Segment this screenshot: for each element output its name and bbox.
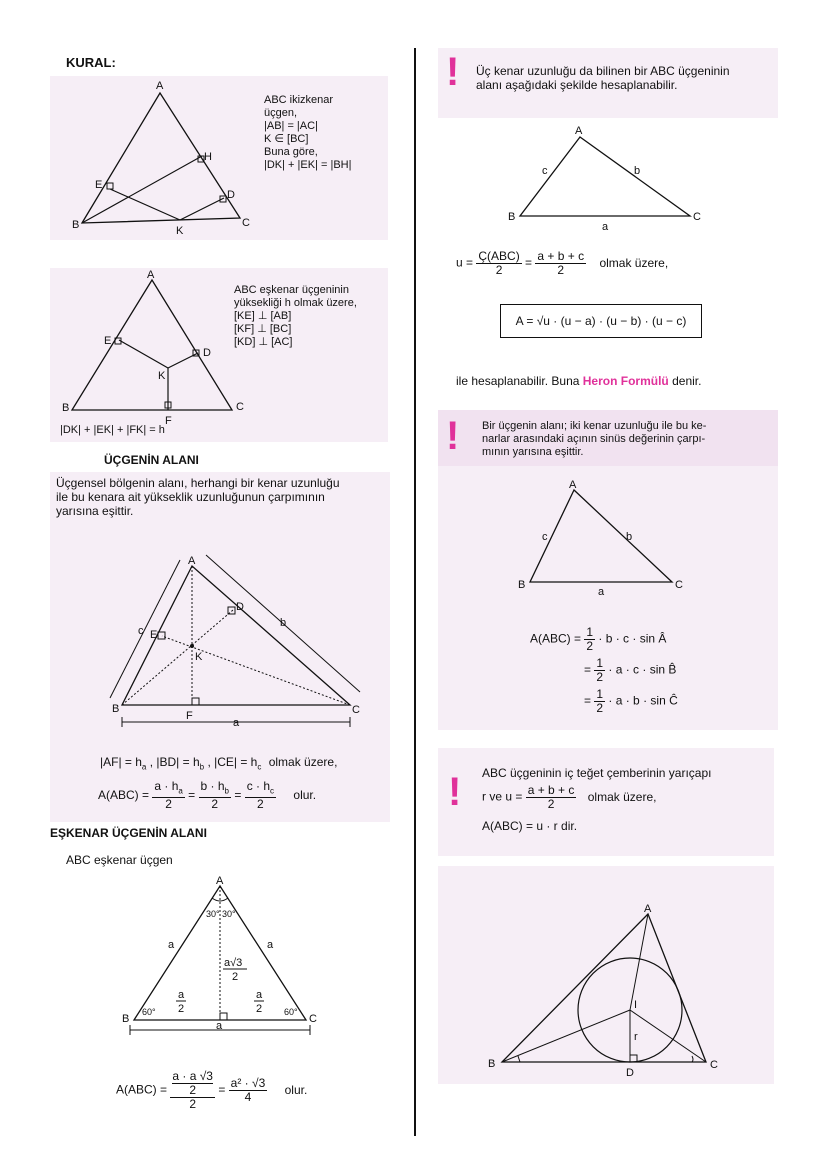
vertex-label: C — [309, 1013, 317, 1025]
side-label: a — [216, 1020, 223, 1032]
area-formula: A(ABC) = $\frac{a \cdot h_a}{2}$ = $\frac{b \cdot h_b}{2}$ = $\frac{c \cdot h_c}{2}$ olur. — [98, 779, 317, 812]
vertex-label: A — [188, 555, 196, 567]
rule-box-isosceles — [50, 76, 388, 240]
side-label: c — [542, 531, 548, 543]
side-label: b — [280, 617, 287, 629]
vertex-label: A — [156, 80, 164, 92]
vertex-label: A — [644, 903, 652, 915]
area-definition: Üçgensel bölgenin alanı, herhangi bir kenar uzunluğu ile bu kenara ait yükseklik uzunluğunun çarpımının yarısına eşittir. — [56, 476, 340, 518]
vertex-label: D — [236, 601, 244, 613]
sine-triangle-figure — [508, 478, 708, 598]
side-label: b — [626, 531, 633, 543]
vertex-label: A — [569, 479, 577, 491]
note3-text: ABC üçgeninin iç teğet çemberinin yarıçapı r ve u = $\frac{a + b + c}{2}$ olmak üzere, A(ABC) = u · r dir. — [482, 766, 712, 833]
note2-text: Bir üçgenin alanı; iki kenar uzunluğu ile bu ke- narlar arasındaki açının sinüs değerinin çarpı- mının yarısına eşittir. — [482, 420, 707, 458]
rule-box-equilateral — [50, 268, 388, 442]
exclamation-icon: ! — [448, 770, 462, 814]
incenter-label: I — [634, 999, 638, 1011]
vertex-label: D — [626, 1067, 634, 1079]
box2-text: ABC eşkenar üçgeninin yüksekliği h olmak üzere, [KE] ⊥ [AB] [KF] ⊥ [BC] [KD] ⊥ [AC] — [234, 284, 357, 348]
vertex-label: F — [165, 415, 172, 427]
vertex-label: D — [203, 347, 211, 359]
height-numerator: a√3 — [224, 957, 243, 969]
vertex-label: A — [216, 875, 224, 887]
vertex-label: C — [675, 579, 683, 591]
vertex-label: H — [204, 151, 212, 163]
sine-area-formula: A(ABC) = $\frac{1}{2}$ · b · c · sin Â = $\frac{1}{2}$ · a · c · sin B̂ = $\frac{1}{2}$ · a · b · sin Ĉ — [530, 625, 678, 715]
angle-label: 30° — [206, 909, 220, 919]
column-divider — [414, 48, 416, 1136]
vertex-label: D — [227, 189, 235, 201]
semiperimeter-formula: u = $\frac{\text{Ç(ABC)}}{2}$ = $\frac{a + b + c}{2}$ olmak üzere, — [456, 249, 669, 277]
vertex-label: B — [62, 402, 70, 414]
equilateral-area-formula: A(ABC) = a · a √3 2 2 = $\frac{\text{a² · √3}}{4}$ olur. — [116, 1069, 308, 1111]
radius-label: r — [634, 1031, 638, 1043]
side-label: c — [138, 625, 144, 637]
incircle-triangle-figure — [480, 900, 730, 1080]
half-side-label: 2 — [178, 1003, 185, 1015]
vertex-label: C — [710, 1059, 718, 1071]
vertex-label: K — [176, 225, 184, 237]
triangle-heights-figure — [100, 550, 370, 730]
heron-formula-box: A = √u · (u − a) · (u − b) · (u − c) — [500, 304, 702, 338]
vertex-label: B — [122, 1013, 130, 1025]
box1-text: ABC ikizkenar üçgen, |AB| = |AC| K ∈ [BC] Buna göre, |DK| + |EK| = |BH| — [264, 94, 352, 171]
angle-label: 60° — [284, 1007, 298, 1017]
vertex-label: E — [95, 179, 103, 191]
vertex-label: K — [158, 370, 166, 382]
heron-conclusion: ile hesaplanabilir. Buna Heron Formülü denir. — [456, 374, 702, 388]
side-label: a — [267, 939, 274, 951]
vertex-label: B — [518, 579, 526, 591]
note1-text: Üç kenar uzunluğu da bilinen bir ABC üçgeninin alanı aşağıdaki şekilde hesaplanabilir. — [476, 64, 730, 92]
height-denominator: 2 — [232, 971, 239, 983]
side-label: c — [542, 165, 548, 177]
vertex-label: F — [186, 710, 193, 722]
rule-heading: KURAL: — [66, 55, 116, 70]
vertex-label: B — [112, 703, 120, 715]
vertex-label: K — [195, 651, 203, 663]
half-side-label: a — [256, 989, 263, 1001]
exclamation-icon: ! — [446, 50, 460, 94]
vertex-label: C — [236, 401, 244, 413]
vertex-label: A — [147, 269, 155, 281]
vertex-label: E — [104, 335, 112, 347]
vertex-label: C — [693, 211, 701, 223]
exclamation-icon: ! — [446, 414, 460, 458]
angle-label: 60° — [142, 1007, 156, 1017]
heron-triangle-figure — [498, 122, 718, 232]
angle-label: 30° — [222, 909, 236, 919]
side-label: b — [634, 165, 641, 177]
vertex-label: E — [150, 629, 158, 641]
side-label: a — [602, 221, 609, 232]
heights-definition: $|AF| = h_a$ , $|BD| = h_b$ , $|CE| = h_c$ olmak üzere, — [100, 755, 338, 772]
vertex-label: B — [72, 219, 80, 231]
vertex-label: B — [508, 211, 516, 223]
equilateral-height-figure — [112, 872, 332, 1042]
equilateral-heading: EŞKENAR ÜÇGENİN ALANI — [50, 826, 207, 840]
half-side-label: 2 — [256, 1003, 263, 1015]
side-label: a — [233, 717, 240, 729]
half-side-label: a — [178, 989, 185, 1001]
vertex-label: A — [575, 125, 583, 137]
box2-result: |DK| + |EK| + |FK| = h — [60, 424, 165, 436]
equilateral-caption: ABC eşkenar üçgen — [66, 853, 173, 867]
area-heading: ÜÇGENİN ALANI — [104, 453, 199, 467]
vertex-label: B — [488, 1058, 496, 1070]
vertex-label: C — [352, 704, 360, 716]
side-label: a — [168, 939, 175, 951]
vertex-label: C — [242, 217, 250, 229]
side-label: a — [598, 586, 605, 598]
